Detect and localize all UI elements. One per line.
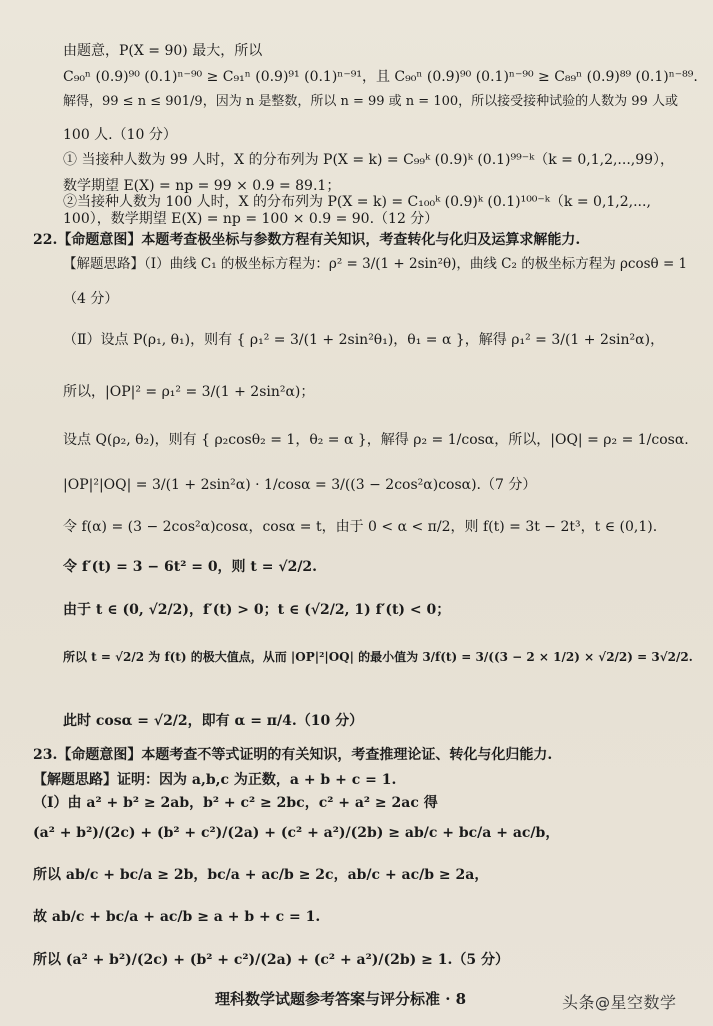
text-line: 【解题思路】证明：因为 a,b,c 为正数，a + b + c = 1. — [33, 772, 397, 788]
text-line: 令 f′(t) = 3 − 6t² = 0，则 t = √2/2. — [63, 559, 318, 575]
text-line: 所以 ab/c + bc/a ≥ 2b，bc/a + ac/b ≥ 2c，ab/c + ac/b ≥ 2a， — [33, 867, 489, 883]
text-line: 故 ab/c + bc/a + ac/b ≥ a + b + c = 1. — [33, 909, 321, 925]
text-line: |OP|²|OQ| = 3/(1 + 2sin²α) · 1/cosα = 3/((3 − 2cos²α)cosα).（7 分） — [63, 477, 537, 493]
text-line: 100 人.（10 分） — [63, 127, 177, 143]
text-line: 所以，|OP|² = ρ₁² = 3/(1 + 2sin²α)； — [63, 384, 315, 400]
text-line: （Ⅰ）由 a² + b² ≥ 2ab，b² + c² ≥ 2bc，c² + a² ≥ 2ac 得 — [33, 795, 438, 811]
text-line: 由题意，P(X = 90) 最大，所以 — [63, 43, 263, 59]
text-line: 22.【命题意图】本题考查极坐标与参数方程有关知识，考查转化与化归及运算求解能力. — [33, 232, 581, 248]
text-line: 所以 (a² + b²)/(2c) + (b² + c²)/(2a) + (c² + a²)/(2b) ≥ 1.（5 分） — [33, 952, 509, 968]
watermark — [562, 990, 677, 1013]
text-line: 令 f(α) = (3 − 2cos²α)cosα，cosα = t，由于 0 < α < π/2，则 f(t) = 3t − 2t³，t ∈ (0,1). — [63, 519, 658, 535]
page-footer: 理科数学试题参考答案与评分标准 · 8 — [215, 990, 467, 1008]
text-line: ① 当接种人数为 99 人时，X 的分布列为 P(X = k) = C₉₉ᵏ (0.9)ᵏ (0.1)⁹⁹⁻ᵏ（k = 0,1,2,...,99）， — [63, 152, 675, 168]
text-line: (a² + b²)/(2c) + (b² + c²)/(2a) + (c² + a²)/(2b) ≥ ab/c + bc/a + ac/b， — [33, 825, 560, 841]
text-line: ②当接种人数为 100 人时，X 的分布列为 P(X = k) = C₁₀₀ᵏ (0.9)ᵏ (0.1)¹⁰⁰⁻ᵏ（k = 0,1,2,..., — [63, 194, 651, 210]
text-line: 所以 t = √2/2 为 f(t) 的极大值点，从而 |OP|²|OQ| 的最小值为 3/f(t) = 3/((3 − 2 × 1/2) × √2/2) = 3√2/2. — [63, 650, 693, 664]
text-line: 此时 cosα = √2/2，即有 α = π/4.（10 分） — [63, 713, 364, 729]
text-line: 解得，99 ≤ n ≤ 901/9，因为 n 是整数，所以 n = 99 或 n = 100，所以接受接种试验的人数为 99 人或 — [63, 94, 678, 109]
watermark-brand: 头条 — [562, 993, 596, 1012]
watermark-at: @ — [595, 994, 611, 1012]
text-line: C₉₀ⁿ (0.9)⁹⁰ (0.1)ⁿ⁻⁹⁰ ≥ C₉₁ⁿ (0.9)⁹¹ (0.1)ⁿ⁻⁹¹，且 C₉₀ⁿ (0.9)⁹⁰ (0.1)ⁿ⁻⁹⁰ ≥ C₈₉ⁿ (0.9)⁸⁹ (0.1)ⁿ⁻⁸⁹. — [63, 69, 698, 85]
text-line: 数学期望 E(X) = np = 99 × 0.9 = 89.1； — [63, 178, 341, 194]
text-line: 由于 t ∈ (0, √2/2)，f′(t) > 0；t ∈ (√2/2, 1) f′(t) < 0； — [63, 602, 451, 618]
text-line: 【解题思路】（Ⅰ）曲线 C₁ 的极坐标方程为：ρ² = 3/(1 + 2sin²θ)，曲线 C₂ 的极坐标方程为 ρcosθ = 1 — [63, 256, 688, 272]
text-line: （Ⅱ）设点 P(ρ₁, θ₁)，则有 { ρ₁² = 3/(1 + 2sin²θ₁)，θ₁ = α }，解得 ρ₁² = 3/(1 + 2sin²α)， — [63, 332, 665, 348]
text-line: 设点 Q(ρ₂, θ₂)，则有 { ρ₂cosθ₂ = 1，θ₂ = α }，解得 ρ₂ = 1/cosα，所以，|OQ| = ρ₂ = 1/cosα. — [63, 432, 689, 448]
text-line: 23.【命题意图】本题考查不等式证明的有关知识，考查推理论证、转化与化归能力. — [33, 747, 553, 763]
watermark-name: 星空数学 — [610, 993, 677, 1012]
text-line: （4 分） — [63, 291, 119, 307]
text-line: 100），数学期望 E(X) = np = 100 × 0.9 = 90.（12 分） — [63, 211, 439, 227]
